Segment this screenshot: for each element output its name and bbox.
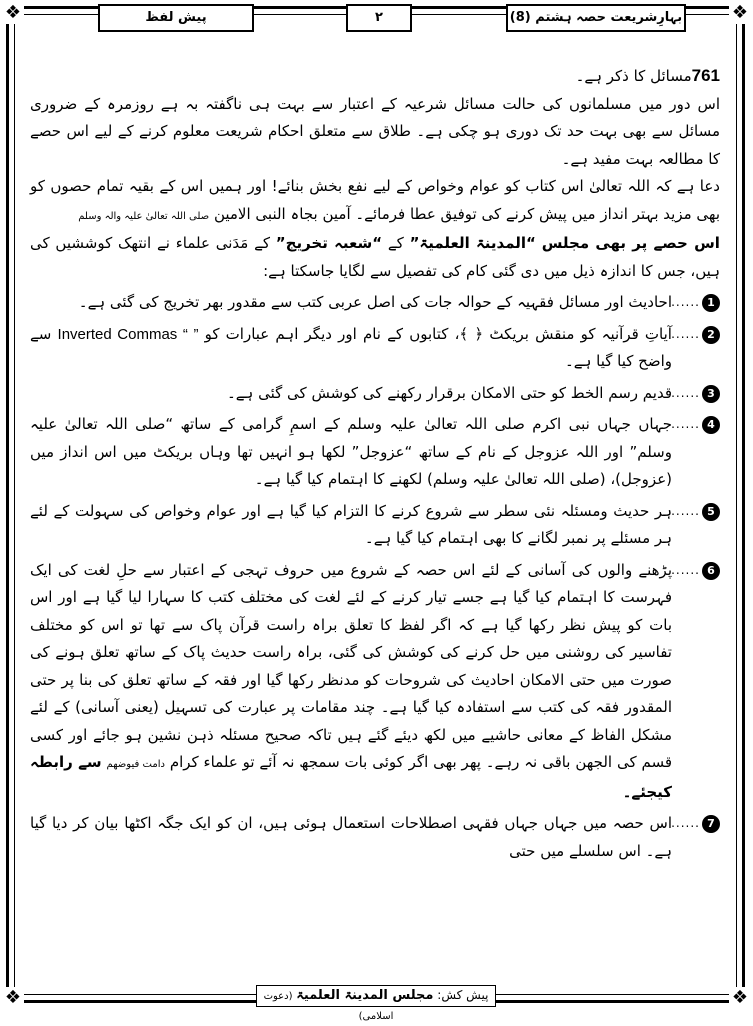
- list-item: [30, 289, 720, 317]
- corner-ornament-icon: ❖: [2, 987, 24, 1009]
- item-dots: ......: [671, 816, 700, 830]
- footer-presented-by: پیش کش:: [437, 988, 489, 1002]
- dept-name: “شعبہ تخریج”: [275, 234, 383, 252]
- item-english-text: Inverted Commas “ ”: [57, 325, 199, 343]
- item-dots: ......: [671, 385, 700, 400]
- item-dots: ......: [671, 503, 700, 518]
- item-dots: ......: [671, 417, 700, 431]
- paragraph-1: اس دور میں مسلمانوں کی حالت مسائل شرعیہ کے اعتبار سے بہت ہی ناگفتہ بہ ہے روزمرہ کے ضروری مسائل سے بھی بہت حد تک دوری ہو چکی ہے۔ طلاق سے متعلق احکام شریعت معلوم کرنے کے لیے اس حصے کا مطالعہ بہت مفید ہے۔: [30, 94, 720, 168]
- item-number-badge: 4: [702, 416, 720, 434]
- corner-ornament-icon: ❖: [2, 2, 24, 24]
- corner-ornament-icon: ❖: [729, 2, 751, 24]
- main-content: [30, 62, 720, 942]
- item-text: آیاتِ قرآنیہ کو منقش بریکٹ ﴿ ﴾، کتابوں کے نام اور دیگر اہم عبارات کو: [204, 324, 672, 343]
- intro-number: 761: [691, 66, 720, 85]
- paragraph-3-middle: کے: [387, 234, 404, 252]
- list-item: [30, 810, 720, 865]
- item-number-badge: 3: [702, 385, 720, 403]
- item-tail: سے رابطہ کیجئے۔: [30, 753, 672, 801]
- paragraph-3-prefix: اس حصے پر بھی مجلس: [541, 234, 720, 252]
- item-number-badge: 6: [702, 562, 720, 580]
- footer-sub: (دعوت اسلامی): [263, 991, 394, 1022]
- list-item: [30, 498, 720, 553]
- item-dots: ......: [671, 562, 700, 577]
- item-text: پڑھنے والوں کی آسانی کے لئے اس حصہ کے شروع میں حروف تہجی کے اعتبار سے حلِ لغت کی ایک فہرست کا اہتمام کیا گیا ہے جسے تیار کرنے کے لئے لغت کی مختلف کتب کا سہارا لیا گیا ہے اور اس بات کو پیش نظر رکھا گیا ہے کہ اگر لفظ کا تعلق براہ راست قرآن پاک سے تھا تو اس کو مختلف تفاسیر کی روشنی میں حل کرنے کی کوشش کی گئی، براہ راست حدیث پاک کے ساتھ تعلق ہونے کی صورت میں حتی الامکان احادیث کی شروحات کو مدنظر رکھا گیا اور فقہ کے ساتھ تعلق کی بنا پر حتی المقدور فقہ کی کتب سے استفادہ کیا گیا ہے۔ چند مقامات پر عبارت کی تسہیل (یعنی آسانی) کے لئے مشکل الفاظ کے معانی حاشیے میں لکھ دیئے گئے ہیں تاکہ صحیح مسئلہ ذہن نشین ہو جائے اور کسی قسم کی الجھن باقی نہ رہے۔ پھر بھی اگر کوئی بات سمجھ نہ آئے تو علماء کرام: [30, 560, 672, 771]
- salutation-text: صلی اللہ تعالیٰ علیہ والہ وسلم: [78, 210, 210, 222]
- paragraph-3-suffix: کے مَدَنی علماء نے انتھک کوششیں کی ہیں، جس کا اندازہ ذیل میں دی گئی کام کی تفصیل سے لگایا جاسکتا ہے:: [30, 234, 720, 280]
- list-item: [30, 321, 720, 376]
- intro-text: مسائل کا ذکر ہے۔: [575, 67, 692, 85]
- paragraph-2-text: دعا ہے کہ اللہ تعالیٰ اس کتاب کو عوام وخواص کے لیے نفع بخش بنائے! اور ہمیں اس کے بقیہ تمام حصوں کو بھی مزید بہتر انداز میں پیش کرنے کی توفیق عطا فرمائے۔ آمین بجاہ النبی الامین: [30, 177, 720, 223]
- footer-org: مجلس المدینۃ العلمیۃ: [296, 988, 434, 1003]
- book-title: بہارِشریعت حصہ ہشتم (8): [506, 4, 686, 32]
- list-item: [30, 557, 720, 807]
- item-dots: ......: [671, 326, 700, 341]
- item-number-badge: 7: [702, 815, 720, 833]
- org-name: “المدینۃ العلمیۃ”: [409, 234, 536, 252]
- item-dots: ......: [671, 295, 700, 309]
- item-text: جہاں جہاں نبی اکرم صلی اللہ تعالیٰ علیہ وسلم کے اسمِ گرامی کے ساتھ “صلی اللہ تعالیٰ علیہ وسلم” اور اللہ عزوجل کے نام کے ساتھ “عزوجل” لکھا ہو انہیں تھا وہاں بریکٹ میں اس انداز میں (عزوجل)، (صلی اللہ تعالیٰ علیہ وسلم) لکھنے کا اہتمام کیا گیا ہے۔: [30, 415, 672, 488]
- list-item: [30, 380, 720, 408]
- paragraph-2: [30, 173, 720, 230]
- corner-ornament-icon: ❖: [729, 987, 751, 1009]
- section-title: پیش لفظ: [98, 4, 254, 32]
- honorific-text: دامت فیوضھم: [106, 759, 165, 770]
- item-text-after: سے واضح کیا گیا ہے۔: [30, 324, 672, 370]
- page-number: ۲: [346, 4, 412, 32]
- item-text: اس حصہ میں جہاں جہاں فقہی اصطلاحات استعمال ہوئی ہیں، ان کو ایک جگہ اکٹھا بیان کر دیا گیا ہے۔ اس سلسلے میں حتی: [30, 814, 672, 860]
- paragraph-3: [30, 230, 720, 285]
- intro-line: [30, 62, 720, 91]
- item-number-badge: 5: [702, 503, 720, 521]
- item-text: قدیم رسم الخط کو حتی الامکان برقرار رکھنے کی کوشش کی گئی ہے۔: [226, 383, 672, 402]
- list-item: [30, 411, 720, 494]
- item-number-badge: 1: [702, 294, 720, 312]
- item-text: احادیث اور مسائل فقہیہ کے حوالہ جات کی اصل عربی کتب سے مقدور بھر تخریج کی گئی ہے۔: [78, 293, 672, 311]
- item-text: ہر حدیث ومسئلہ نئی سطر سے شروع کرنے کا التزام کیا گیا ہے اور عوام وخواص کی سہولت کے لئے ہر مسئلے پر نمبر لگانے کا بھی اہتمام کیا گیا ہے۔: [30, 501, 672, 547]
- footer-credit: [256, 985, 496, 1022]
- item-number-badge: 2: [702, 326, 720, 344]
